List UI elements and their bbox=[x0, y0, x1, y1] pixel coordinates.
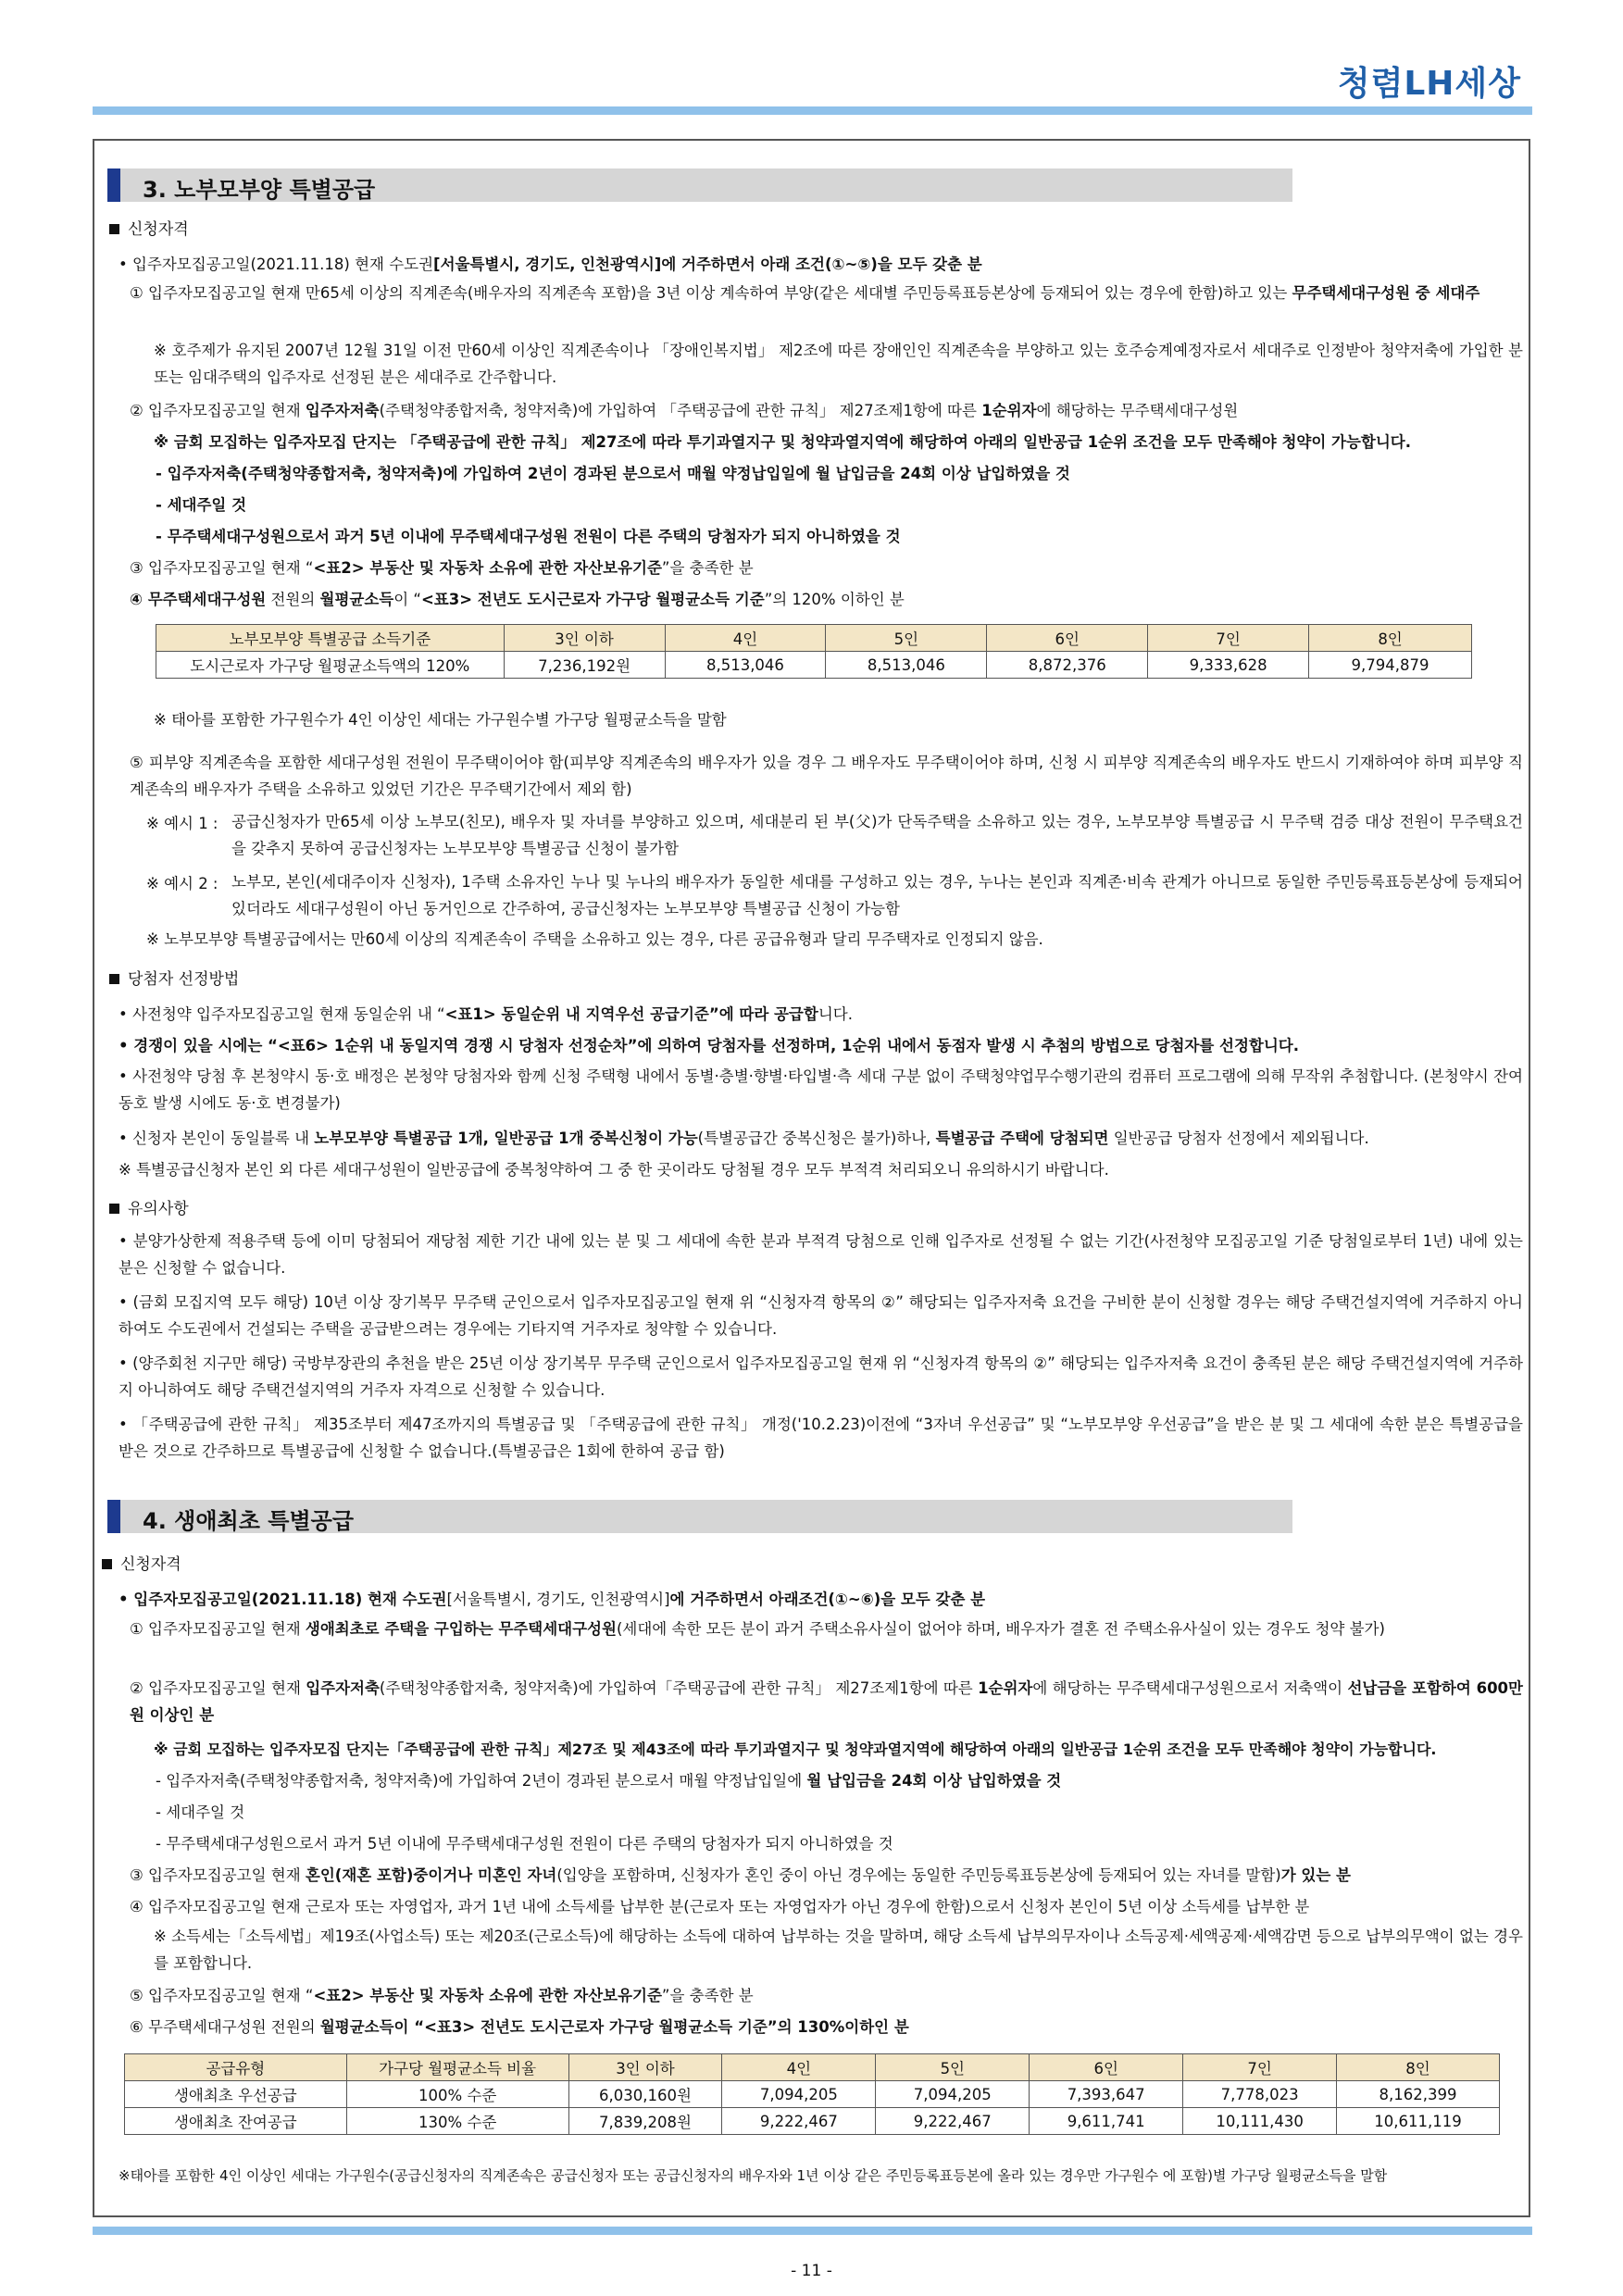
selection-2: • 경쟁이 있을 시에는 “<표6> 1순위 내 동일지역 경쟁 시 당첨자 선정순차”에 의하여 당첨자를 선정하며, 1순위 내에서 동점자 발생 시 추첨의 방법으로 당첨자를 선정합니다. bbox=[119, 1037, 1300, 1054]
header-bar bbox=[93, 106, 1532, 115]
condition-1-note: ※ 호주제가 유지된 2007년 12월 31일 이전 만60세 이상인 직계존속이나 「장애인복지법」 제2조에 따른 장애인인 직계존속을 부양하고 있는 호주승계예정자로서 세대주로 인정받아 청약저축에 가입한 분 또는 임대주택의 입주자로 선정된 분은 세대주로 간주합니다. bbox=[154, 342, 1523, 386]
section-3-title: 3. 노부모부양 특별공급 bbox=[143, 177, 376, 203]
example-2-label: ※ 예시 2 : bbox=[146, 875, 218, 892]
condition-4-5: ⑤ 입주자모집공고일 현재 “<표2> 부동산 및 자동차 소유에 관한 자산보유기준”을 충족한 분 bbox=[130, 1987, 754, 2004]
qualification-intro-4: • 입주자모집공고일(2021.11.18) 현재 수도권[서울특별시, 경기도, 인천광역시]에 거주하면서 아래조건(①~⑥)을 모두 갖춘 분 bbox=[119, 1591, 986, 1608]
table-row: 도시근로자 가구당 월평균소득액의 120% 7,236,192원 8,513,046 8,513,046 8,872,376 9,333,628 9,794,879 bbox=[156, 652, 1472, 679]
condition-4: ④ 무주택세대구성원 전원의 월평균소득이 “<표3> 전년도 도시근로자 가구당 월평균소득 기준”의 120% 이하인 분 bbox=[130, 591, 905, 608]
page-number: - 11 - bbox=[791, 2262, 832, 2280]
income-table-first-home bbox=[124, 2053, 1500, 2135]
condition-4-2-note-4: - 무주택세대구성원으로서 과거 5년 이내에 무주택세대구성원 전원이 다른 주택의 당첨자가 되지 아니하였을 것 bbox=[156, 1835, 893, 1853]
condition-1: ① 입주자모집공고일 현재 만65세 이상의 직계존속(배우자의 직계존속 포함)을 3년 이상 계속하여 부양(같은 세대별 주민등록표등본상에 등재되어 있는 경우에 한함)하고 있는 무주택세대구성원 중 세대주 bbox=[130, 284, 1480, 302]
table-header-row: 공급유형 가구당 월평균소득 비율 3인 이하 4인 5인 6인 7인 8인 bbox=[125, 2054, 1500, 2081]
selection-1: • 사전청약 입주자모집공고일 현재 동일순위 내 “<표1> 동일순위 내 지역우선 공급기준”에 따라 공급합니다. bbox=[119, 1005, 853, 1023]
section-3-heading bbox=[107, 168, 1292, 202]
condition-4-4: ④ 입주자모집공고일 현재 근로자 또는 자영업자, 과거 1년 내에 소득세를 납부한 분(근로자 또는 자영업자가 아닌 경우에 한함)으로서 신청자 본인이 5년 이상 소득세를 납부한 분 bbox=[130, 1898, 1310, 1915]
table-row: 생애최초 우선공급 100% 수준 6,030,160원 7,094,205 7,094,205 7,393,647 7,778,023 8,162,399 bbox=[125, 2081, 1500, 2108]
square-bullet-icon bbox=[109, 1204, 119, 1214]
section-4-title: 4. 생애최초 특별공급 bbox=[143, 1508, 354, 1534]
condition-4-6: ⑥ 무주택세대구성원 전원의 월평균소득이 “<표3> 전년도 도시근로자 가구당 월평균소득 기준”의 130%이하인 분 bbox=[130, 2018, 909, 2036]
condition-2: ② 입주자모집공고일 현재 입주자저축(주택청약종합저축, 청약저축)에 가입하여 「주택공급에 관한 규칙」 제27조제1항에 따른 1순위자에 해당하는 무주택세대구성원 bbox=[130, 402, 1239, 419]
selection-3: • 사전청약 당첨 후 본청약시 동·호 배정은 본청약 당첨자와 함께 신청 주택형 내에서 동별·층별·향별·타입별·측 세대 구분 없이 주택청약업무수행기관의 컴퓨터 프로그램에 의해 무작위 추첨합니다. (본청약시 잔여 동호 발생 시에도 동·호 변경불가) bbox=[119, 1067, 1523, 1112]
condition-4-2-note-3: - 세대주일 것 bbox=[156, 1803, 245, 1821]
square-bullet-icon bbox=[102, 1559, 112, 1569]
section-marker bbox=[107, 1500, 120, 1533]
condition-4-2-note-2: - 입주자저축(주택청약종합저축, 청약저축)에 가입하여 2년이 경과된 분으로서 매월 약정납입일에 월 납입금을 24회 이상 납입하였을 것 bbox=[156, 1772, 1062, 1790]
condition-4-3: ③ 입주자모집공고일 현재 혼인(재혼 포함)중이거나 미혼인 자녀(입양을 포함하며, 신청자가 혼인 중이 아닌 경우에는 동일한 주민등록표등본상에 등재되어 있는 자녀를 말함)가 있는 분 bbox=[130, 1866, 1351, 1884]
example-1: 공급신청자가 만65세 이상 노부모(친모), 배우자 및 자녀를 부양하고 있으며, 세대분리 된 부(父)가 단독주택을 소유하고 있는 경우, 노부모부양 특별공급 시 무주택 검증 대상 전원이 무주택요건을 갖추지 못하여 공급신청자는 노부모부양 특별공급 신청이 불가함 bbox=[231, 813, 1523, 857]
selection-4: • 신청자 본인이 동일블록 내 노부모부양 특별공급 1개, 일반공급 1개 중복신청이 가능(특별공급간 중복신청은 불가)하나, 특별공급 주택에 당첨되면 일반공급 당첨자 선정에서 제외됩니다. bbox=[119, 1129, 1369, 1147]
condition-4-2: ② 입주자모집공고일 현재 입주자저축(주택청약종합저축, 청약저축)에 가입하여「주택공급에 관한 규칙」 제27조제1항에 따른 1순위자에 해당하는 무주택세대구성원으로서 저축액이 선납금을 포함하여 600만원 이상인 분 bbox=[130, 1679, 1523, 1724]
heading-selection: 당첨자 선정방법 bbox=[109, 970, 239, 989]
heading-qualification: 신청자격 bbox=[109, 220, 189, 239]
income-table-elderly bbox=[156, 624, 1472, 679]
condition-2-note-4: - 무주택세대구성원으로서 과거 5년 이내에 무주택세대구성원 전원이 다른 주택의 당첨자가 되지 아니하였을 것 bbox=[156, 528, 901, 545]
example-2: 노부모, 본인(세대주이자 신청자), 1주택 소유자인 누나 및 누나의 배우자가 동일한 세대를 구성하고 있는 경우, 누나는 본인과 직계존·비속 관계가 아니므로 동일한 주민등록표등본상에 등재되어 있더라도 세대구성원이 아닌 동거인으로 간주하여, 공급신청자는 노부모부양 특별공급 신청이 가능함 bbox=[231, 873, 1523, 917]
condition-2-note-3: - 세대주일 것 bbox=[156, 496, 247, 514]
heading-qualification-4: 신청자격 bbox=[102, 1555, 181, 1574]
note-4: • 「주택공급에 관한 규칙」 제35조부터 제47조까지의 특별공급 및 「주택공급에 관한 규칙」 개정('10.2.23)이전에 “3자녀 우선공급” 및 “노부모부양 우선공급”을 받은 분 및 그 세대에 속한 분은 특별공급을 받은 것으로 간주하므로 특별공급에 신청할 수 없습니다.(특별공급은 1회에 한하여 공급 함) bbox=[119, 1416, 1523, 1460]
condition-4-2-note-1: ※ 금회 모집하는 입주자모집 단지는「주택공급에 관한 규칙」제27조 및 제43조에 따라 투기과열지구 및 청약과열지역에 해당하여 아래의 일반공급 1순위 조건을 모두 만족해야 청약이 가능합니다. bbox=[154, 1741, 1437, 1758]
logo-text: 청렴LH세상 bbox=[1337, 65, 1521, 103]
example-1-label: ※ 예시 1 : bbox=[146, 815, 218, 832]
condition-2-note-2: - 입주자저축(주택청약종합저축, 청약저축)에 가입하여 2년이 경과된 분으로서 매월 약정납입일에 월 납입금을 24회 이상 납입하였을 것 bbox=[156, 465, 1070, 482]
table-note-first-home: ※태아를 포함한 4인 이상인 세대는 가구원수(공급신청자의 직계존속은 공급신청자 또는 공급신청자의 배우자와 1년 이상 같은 주민등록표등본에 올라 있는 경우만 가구원수 에 포함)별 가구당 월평균소득을 말함 bbox=[119, 2167, 1388, 2184]
section-marker bbox=[107, 168, 120, 202]
condition-3: ③ 입주자모집공고일 현재 “<표2> 부동산 및 자동차 소유에 관한 자산보유기준”을 충족한 분 bbox=[130, 559, 754, 577]
table-note-elderly: ※ 태아를 포함한 가구원수가 4인 이상인 세대는 가구원수별 가구당 월평균소득을 말함 bbox=[154, 711, 727, 729]
heading-notes: 유의사항 bbox=[109, 1200, 189, 1218]
note-2: • (금회 모집지역 모두 해당) 10년 이상 장기복무 무주택 군인으로서 입주자모집공고일 현재 위 “신청자격 항목의 ②” 해당되는 입주자저축 요건을 구비한 분이 신청할 경우는 해당 주택건설지역에 거주하지 아니하여도 수도권에서 건설되는 주택을 공급받으려는 경우에는 기타지역 거주자로 청약할 수 있습니다. bbox=[119, 1293, 1523, 1338]
condition-5: ⑤ 피부양 직계존속을 포함한 세대구성원 전원이 무주택이어야 함(피부양 직계존속의 배우자가 있을 경우 그 배우자도 무주택이어야 하며, 신청 시 피부양 직계존속의 배우자도 반드시 기재하여야 하며 피부양 직계존속의 배우자가 주택을 소유하고 있었던 기간은 무주택기간에서 제외 함) bbox=[130, 754, 1523, 798]
footer-bar bbox=[93, 2227, 1532, 2235]
condition-4-4-note: ※ 소득세는「소득세법」제19조(사업소득) 또는 제20조(근로소득)에 해당하는 소득에 대하여 납부하는 것을 말하며, 해당 소득세 납부의무자이나 소득공제·세액공제·세액감면 등으로 납부의무액이 없는 경우를 포함합니다. bbox=[154, 1928, 1523, 1972]
qualification-intro: • 입주자모집공고일(2021.11.18) 현재 수도권[서울특별시, 경기도, 인천광역시]에 거주하면서 아래 조건(①~⑤)을 모두 갖춘 분 bbox=[119, 256, 982, 273]
section-4-heading bbox=[107, 1500, 1292, 1533]
table-row: 생애최초 잔여공급 130% 수준 7,839,208원 9,222,467 9,222,467 9,611,741 10,111,430 10,611,119 bbox=[125, 2108, 1500, 2135]
table-header-row: 노부모부양 특별공급 소득기준 3인 이하 4인 5인 6인 7인 8인 bbox=[156, 625, 1472, 652]
square-bullet-icon bbox=[109, 224, 119, 234]
note-1: • 분양가상한제 적용주택 등에 이미 당첨되어 재당첨 제한 기간 내에 있는 분 및 그 세대에 속한 분과 부적격 당첨으로 인해 입주자로 선정될 수 없는 기간(사전청약 모집공고일 기준 당첨일로부터 1년) 내에 있는 분은 신청할 수 없습니다. bbox=[119, 1232, 1523, 1277]
example-3: ※ 노부모부양 특별공급에서는 만60세 이상의 직계존속이 주택을 소유하고 있는 경우, 다른 공급유형과 달리 무주택자로 인정되지 않음. bbox=[146, 930, 1043, 948]
note-3: • (양주회천 지구만 해당) 국방부장관의 추천을 받은 25년 이상 장기복무 무주택 군인으로서 입주자모집공고일 현재 위 “신청자격 항목의 ②” 해당되는 입주자저축 요건이 충족된 분은 해당 주택건설지역에 거주하지 아니하여도 해당 주택건설지역의 거주자 자격으로 신청할 수 있습니다. bbox=[119, 1354, 1523, 1399]
logo bbox=[1338, 57, 1521, 105]
condition-4-1: ① 입주자모집공고일 현재 생애최초로 주택을 구입하는 무주택세대구성원(세대에 속한 모든 분이 과거 주택소유사실이 없어야 하며, 배우자가 결혼 전 주택소유사실이 있는 경우도 청약 불가) bbox=[130, 1620, 1385, 1638]
square-bullet-icon bbox=[109, 974, 119, 984]
condition-2-note-1: ※ 금회 모집하는 입주자모집 단지는 「주택공급에 관한 규칙」 제27조에 따라 투기과열지구 및 청약과열지역에 해당하여 아래의 일반공급 1순위 조건을 모두 만족해야 청약이 가능합니다. bbox=[154, 433, 1411, 451]
selection-5: ※ 특별공급신청자 본인 외 다른 세대구성원이 일반공급에 중복청약하여 그 중 한 곳이라도 당첨될 경우 모두 부적격 처리되오니 유의하시기 바랍니다. bbox=[119, 1161, 1109, 1179]
